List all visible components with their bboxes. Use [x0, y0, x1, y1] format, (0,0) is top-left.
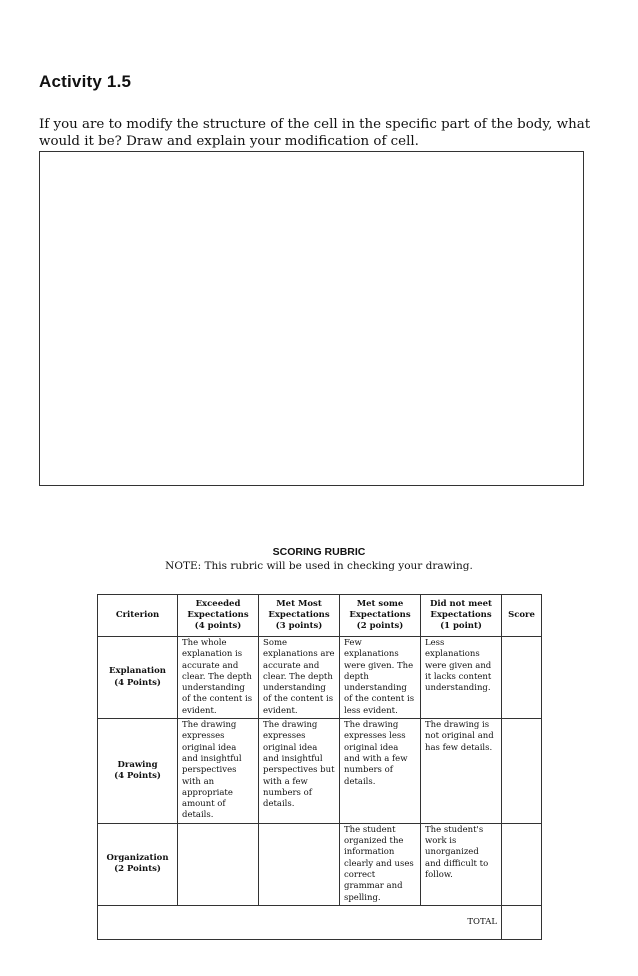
rubric-total-row [98, 905, 542, 939]
descriptor-did-not-meet: The student's work is unorganized and difficult to follow. [421, 823, 502, 905]
descriptor-did-not-meet: Less explanations were given and it lacks content understanding. [421, 637, 502, 719]
descriptor-exceeded: The drawing expresses original idea and insightful perspectives with an appropriate amount of details. [178, 719, 259, 824]
descriptor-met-some: The student organized the information clearly and uses correct grammar and spelling. [340, 823, 421, 905]
header-exceeded [178, 595, 259, 637]
descriptor-met-most: The drawing expresses original idea and insightful perspectives but with a few numbers of details. [259, 719, 340, 824]
descriptor-did-not-meet: The drawing is not original and has few details. [421, 719, 502, 824]
criterion-points: (2 Points) [114, 864, 161, 875]
descriptor-met-some: Few explanations were given. The depth understanding of the content is less evident. [340, 637, 421, 719]
activity-title: Activity 1.5 [39, 72, 132, 91]
activity-instructions: If you are to modify the structure of the cell in the specific part of the body, what would it be? Draw and explain your modification of cell. [39, 117, 591, 149]
header-exceeded-points: (4 points) [194, 621, 242, 632]
criterion-points: (4 Points) [114, 770, 161, 781]
criterion-name: Drawing [117, 759, 158, 770]
header-exceeded-name: Exceeded Expectations [187, 598, 249, 620]
criterion-cell [98, 719, 178, 824]
header-met-some-points: (2 points) [356, 621, 404, 632]
score-cell-organization[interactable] [502, 823, 542, 905]
criterion-cell [98, 823, 178, 905]
rubric-title: SCORING RUBRIC [272, 546, 366, 558]
rubric-row-organization [98, 823, 542, 905]
header-criterion: Criterion [98, 595, 178, 637]
header-did-not-meet [421, 595, 502, 637]
drawing-area[interactable] [39, 151, 584, 486]
score-cell-explanation[interactable] [502, 637, 542, 719]
score-cell-drawing[interactable] [502, 719, 542, 824]
header-met-most [259, 595, 340, 637]
descriptor-met-most: Some explanations are accurate and clear. The depth understanding of the content is evident. [259, 637, 340, 719]
total-label: TOTAL [98, 905, 502, 939]
rubric-row-explanation [98, 637, 542, 719]
header-met-most-name: Met Most Expectations [268, 598, 330, 620]
rubric-note: NOTE: This rubric will be used in checking your drawing. [165, 560, 473, 572]
criterion-name: Explanation [109, 666, 166, 677]
rubric-header-row [98, 595, 542, 637]
criterion-points: (4 Points) [114, 677, 161, 688]
header-score: Score [502, 595, 542, 637]
header-met-some-name: Met some Expectations [349, 598, 411, 620]
criterion-cell [98, 637, 178, 719]
rubric-row-drawing [98, 719, 542, 824]
header-met-most-points: (3 points) [275, 621, 323, 632]
scoring-rubric-table [97, 594, 542, 940]
total-score-cell[interactable] [502, 905, 542, 939]
descriptor-met-most [259, 823, 340, 905]
criterion-name: Organization [106, 852, 169, 863]
header-met-some [340, 595, 421, 637]
header-did-not-meet-points: (1 point) [440, 621, 482, 632]
descriptor-met-some: The drawing expresses less original idea and with a few numbers of details. [340, 719, 421, 824]
descriptor-exceeded [178, 823, 259, 905]
header-did-not-meet-name: Did not meet Expectations [430, 598, 492, 620]
descriptor-exceeded: The whole explanation is accurate and clear. The depth understanding of the content is evident. [178, 637, 259, 719]
